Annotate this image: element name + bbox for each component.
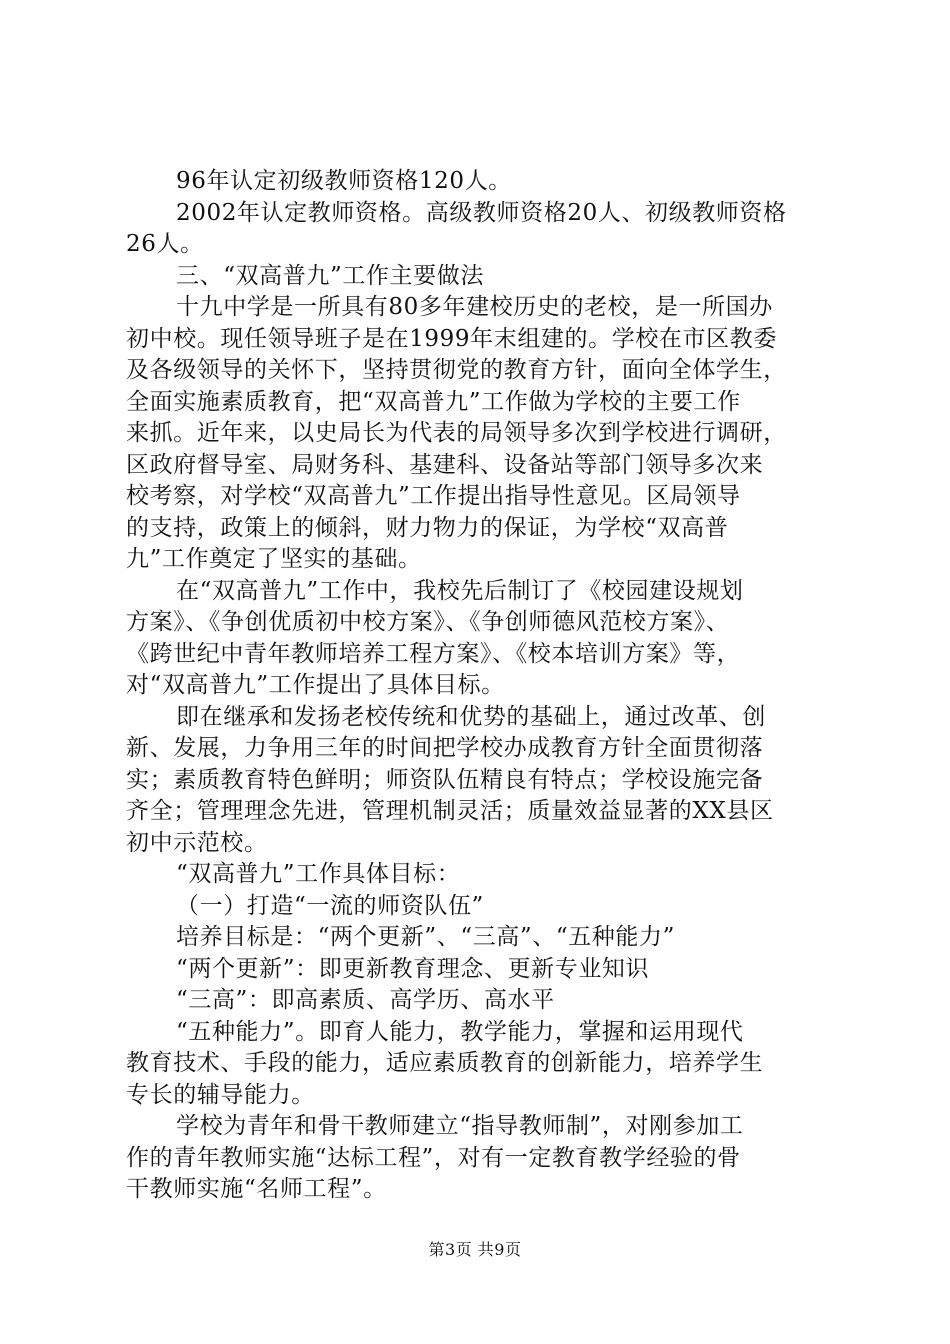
- text-line: 对“双高普九”工作提出了具体目标。: [126, 672, 505, 698]
- text-line: 《跨世纪中青年教师培养工程方案》、《校本培训方案》等，: [126, 640, 741, 667]
- text-line: 干教师实施“名师工程”。: [126, 1176, 387, 1202]
- document-body: [126, 166, 836, 1206]
- text-line: 全面实施素质教育，把“双高普九”工作做为学校的主要工作: [126, 388, 741, 415]
- text-line: 初中示范校。: [126, 829, 268, 856]
- text-line: 26人。: [126, 231, 204, 257]
- text-line: 初中校。现任领导班子是在1999年末组建的。学校在市区教委: [126, 325, 777, 352]
- text-line: 的支持，政策上的倾斜，财力物力的保证，为学校“双高普: [126, 514, 729, 541]
- text-line: 作的青年教师实施“达标工程”，对有一定教育教学经验的骨: [126, 1144, 741, 1171]
- text-line: 三、“双高普九”工作主要做法: [176, 262, 484, 289]
- text-line: 区政府督导室、局财务科、基建科、设备站等部门领导多次来: [126, 451, 764, 478]
- text-line: 齐全；管理理念先进，管理机制灵活；质量效益显著的XX县区: [126, 798, 774, 824]
- text-line: 专长的辅导能力。: [126, 1081, 315, 1108]
- text-line: 来抓。近年来，以史局长为代表的局领导多次到学校进行调研，: [126, 420, 787, 446]
- text-line: 新、发展，力争用三年的时间把学校办成教育方针全面贯彻落: [126, 735, 764, 761]
- text-line: 九”工作奠定了坚实的基础。: [126, 546, 422, 572]
- text-line: 即在继承和发扬老校传统和优势的基础上，通过改革、创: [176, 703, 766, 730]
- text-line: 学校为青年和骨干教师建立“指导教师制”，对刚参加工: [176, 1113, 744, 1139]
- text-line: 及各级领导的关怀下，坚持贯彻党的教育方针，面向全体学生，: [126, 357, 787, 383]
- text-line: 教育技术、手段的能力，适应素质教育的创新能力，培养学生: [126, 1050, 764, 1076]
- text-line: 校考察，对学校“双高普九”工作提出指导性意见。区局领导: [126, 483, 741, 509]
- page-footer: 第3页 共9页: [428, 1240, 522, 1259]
- text-line: 方案》、《争创优质初中校方案》、《争创师德风范校方案》、: [126, 609, 730, 635]
- text-line: 培养目标是：“两个更新”、“三高”、“五种能力”: [176, 924, 675, 950]
- text-line: 十九中学是一所具有80多年建校历史的老校，是一所国办: [176, 294, 773, 320]
- text-line: 96年认定初级教师资格120人。: [176, 168, 512, 194]
- text-line: “三高”：即高素质、高学历、高水平: [176, 987, 555, 1013]
- text-line: “双高普九”工作具体目标：: [176, 861, 461, 887]
- text-line: 实；素质教育特色鲜明；师资队伍精良有特点；学校设施完备: [126, 766, 764, 793]
- text-line: “两个更新”：即更新教育理念、更新专业知识: [176, 955, 650, 982]
- text-line: “五种能力”。即育人能力，教学能力，掌握和运用现代: [176, 1018, 744, 1045]
- text-line: 在“双高普九”工作中，我校先后制订了《校园建设规划: [176, 577, 744, 604]
- text-line: 2002年认定教师资格。高级教师资格20人、初级教师资格: [176, 199, 787, 226]
- text-line: （一）打造“一流的师资队伍”: [176, 892, 484, 919]
